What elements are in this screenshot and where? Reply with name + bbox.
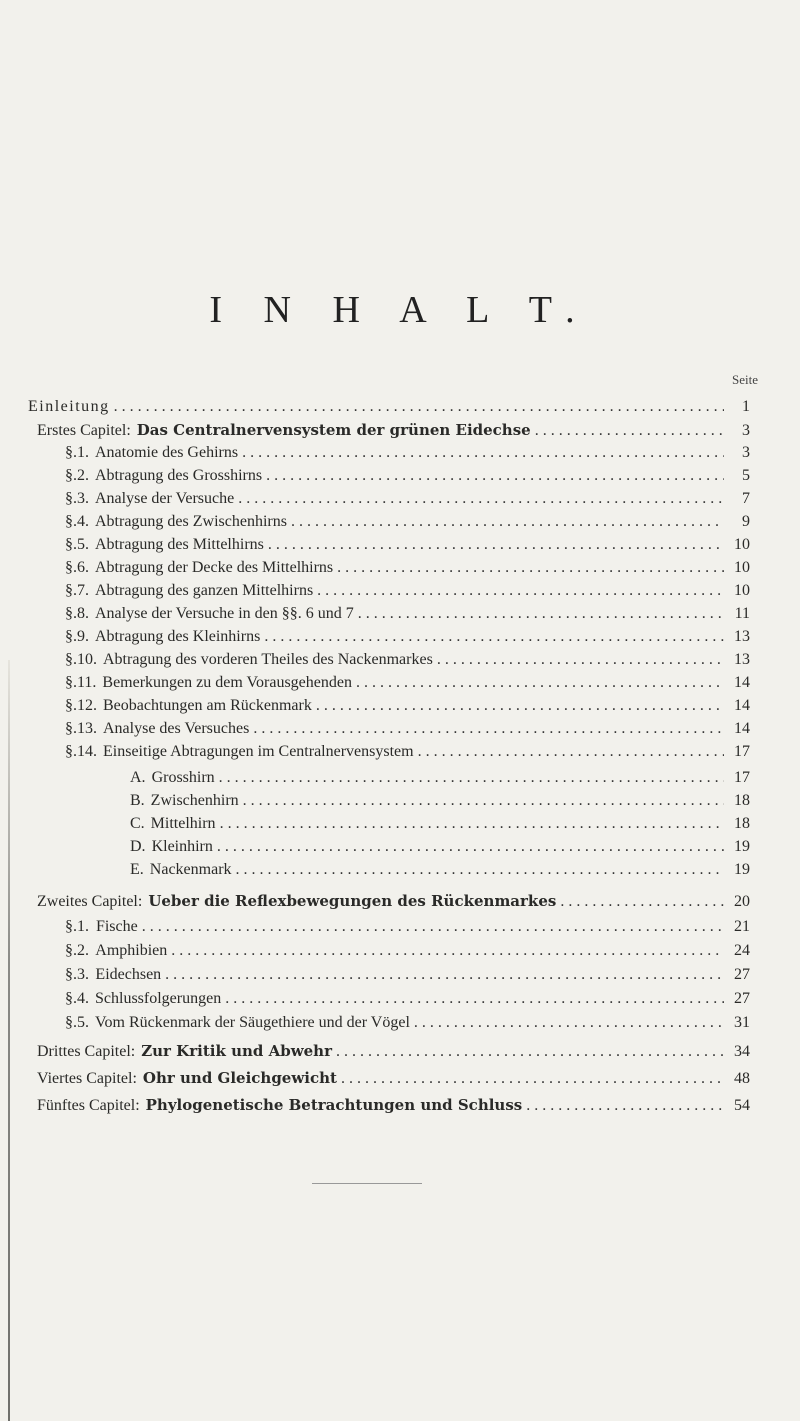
section-sign: §. (65, 651, 77, 668)
dot-leader (336, 1041, 724, 1063)
chapter-prefix: Drittes Capitel: (37, 1043, 136, 1060)
dot-leader (418, 741, 724, 763)
toc-section-5[interactable] (65, 534, 750, 556)
section-number: 12. (77, 697, 97, 714)
toc-page-number: 14 (734, 720, 750, 737)
toc-entry-text: Einseitige Abtragungen im Centralnervensystem (103, 743, 414, 760)
section-sign: §. (65, 966, 77, 983)
toc-entry-text: Amphibien (95, 942, 168, 959)
dot-leader (526, 1095, 724, 1117)
section-number: 5. (77, 536, 89, 553)
section-sign: §. (65, 467, 77, 484)
toc-section-3[interactable] (65, 488, 750, 510)
dot-leader (165, 964, 724, 986)
toc-entry-text: Abtragung des Grosshirns (95, 467, 263, 484)
section-number: 1. (77, 918, 89, 935)
toc-page-number: 9 (742, 513, 750, 530)
toc-page-number: 13 (734, 651, 750, 668)
section-sign: §. (65, 942, 77, 959)
section-number: 6. (77, 559, 89, 576)
chapter-title: Phylogenetische Betrachtungen und Schluss (145, 1096, 523, 1114)
dot-leader (238, 488, 724, 510)
toc-section-2[interactable] (65, 465, 750, 487)
toc-section-11[interactable] (65, 672, 750, 694)
toc-section-14[interactable] (65, 741, 750, 763)
toc-page-number: 10 (734, 582, 750, 599)
section-sign: §. (65, 990, 77, 1007)
toc-page-number: 19 (734, 861, 750, 878)
toc-page-number: 19 (734, 838, 750, 855)
dot-leader (560, 891, 724, 913)
toc-chapter-4[interactable] (37, 1067, 750, 1089)
section-number: 1. (77, 444, 89, 461)
toc-entry-text: Analyse der Versuche (95, 490, 235, 507)
dot-leader (356, 672, 724, 694)
toc-chapter-3[interactable] (37, 1040, 750, 1062)
toc-entry-text: Mittelhirn (150, 815, 216, 832)
toc-section-6[interactable] (65, 557, 750, 579)
section-sign: §. (65, 628, 77, 645)
toc-ch2-section-3[interactable] (65, 964, 750, 986)
toc-page-number: 5 (742, 467, 750, 484)
toc-subsection-b[interactable] (130, 790, 750, 812)
section-sign: §. (65, 559, 77, 576)
dot-leader (225, 988, 724, 1010)
section-number: 9. (77, 628, 89, 645)
dot-leader (317, 580, 724, 602)
toc-ch2-section-4[interactable] (65, 988, 750, 1010)
section-number: 3. (77, 490, 89, 507)
section-number: 4. (77, 513, 89, 530)
dot-leader (219, 767, 724, 789)
toc-entry-text: Eidechsen (95, 966, 162, 983)
toc-page-number: 17 (734, 743, 750, 760)
dot-leader (358, 603, 724, 625)
section-number: 10. (77, 651, 97, 668)
toc-entry-text: Schlussfolgerungen (95, 990, 222, 1007)
dot-leader (243, 790, 724, 812)
footer-rule (312, 1183, 422, 1184)
dot-leader (242, 442, 724, 464)
dot-leader (217, 836, 724, 858)
toc-entry-text: Abtragung des Zwischenhirns (95, 513, 287, 530)
page-edge-shadow (8, 660, 10, 1421)
dot-leader (341, 1068, 724, 1090)
subsection-letter: B. (130, 792, 145, 809)
toc-ch2-section-5[interactable] (65, 1012, 750, 1034)
toc-entry-text: Kleinhirn (151, 838, 213, 855)
toc-entry-text: Anatomie des Gehirns (95, 444, 239, 461)
toc-entry-text: Grosshirn (151, 769, 215, 786)
toc-entry-text: Fische (95, 918, 138, 935)
toc-page-number: 24 (734, 942, 750, 959)
dot-leader (268, 534, 724, 556)
section-sign: §. (65, 1014, 77, 1031)
toc-chapter-2[interactable] (37, 890, 750, 912)
toc-entry-text: Abtragung des ganzen Mittelhirns (95, 582, 314, 599)
toc-subsection-a[interactable] (130, 767, 750, 789)
toc-page-number: 14 (734, 674, 750, 691)
section-number: 4. (77, 990, 89, 1007)
page-column-header: Seite (732, 372, 758, 387)
toc-page-number: 14 (734, 697, 750, 714)
toc-page-number: 20 (734, 893, 750, 910)
section-sign: §. (65, 605, 77, 622)
toc-subsection-e[interactable] (130, 859, 750, 881)
toc-page-number: 48 (734, 1070, 750, 1087)
toc-entry-text: Nackenmark (149, 861, 232, 878)
subsection-letter: C. (130, 815, 145, 832)
toc-entry-einleitung[interactable] (28, 396, 750, 418)
toc-page-number: 18 (734, 815, 750, 832)
toc-page-number: 31 (734, 1014, 750, 1031)
toc-page-number: 21 (734, 918, 750, 935)
toc-page-number: 3 (742, 422, 750, 439)
toc-section-4[interactable] (65, 511, 750, 533)
toc-entry-text: Abtragung der Decke des Mittelhirns (95, 559, 334, 576)
chapter-prefix: Viertes Capitel: (37, 1070, 137, 1087)
section-sign: §. (65, 536, 77, 553)
section-sign: §. (65, 918, 77, 935)
toc-subsection-d[interactable] (130, 836, 750, 858)
dot-leader (142, 916, 724, 938)
dot-leader (264, 626, 724, 648)
chapter-prefix: Zweites Capitel: (37, 893, 143, 910)
dot-leader (266, 465, 724, 487)
dot-leader (535, 420, 724, 442)
section-sign: §. (65, 720, 77, 737)
toc-page-number: 13 (734, 628, 750, 645)
dot-leader (114, 396, 724, 418)
toc-section-9[interactable] (65, 626, 750, 648)
dot-leader (171, 940, 724, 962)
section-sign: §. (65, 582, 77, 599)
section-number: 5. (77, 1014, 89, 1031)
chapter-prefix: Erstes Capitel: (37, 422, 131, 439)
toc-entry-text: Zwischenhirn (150, 792, 239, 809)
toc-page-number: 27 (734, 990, 750, 1007)
subsection-letter: D. (130, 838, 146, 855)
toc-page-number: 3 (742, 444, 750, 461)
subsection-letter: E. (130, 861, 144, 878)
toc-ch2-section-2[interactable] (65, 940, 750, 962)
toc-section-8[interactable] (65, 603, 750, 625)
dot-leader (437, 649, 724, 671)
section-sign: §. (65, 674, 77, 691)
toc-entry-text: Abtragung des Mittelhirns (95, 536, 264, 553)
toc-section-10[interactable] (65, 649, 750, 671)
chapter-title: Das Centralnervensystem der grünen Eidechse (136, 421, 531, 439)
dot-leader (291, 511, 724, 533)
dot-leader (220, 813, 724, 835)
section-sign: §. (65, 490, 77, 507)
toc-entry-text: Beobachtungen am Rückenmark (103, 697, 312, 714)
section-sign: §. (65, 444, 77, 461)
dot-leader (337, 557, 724, 579)
toc-entry-text: Einleitung (28, 398, 110, 415)
toc-section-13[interactable] (65, 718, 750, 740)
toc-page-number: 1 (742, 398, 750, 415)
section-number: 11. (77, 674, 97, 691)
toc-chapter-5[interactable] (37, 1094, 750, 1116)
toc-page-number: 54 (734, 1097, 750, 1114)
toc-entry-text: Analyse des Versuches (103, 720, 250, 737)
toc-section-7[interactable] (65, 580, 750, 602)
toc-entry-text: Abtragung des vorderen Theiles des Nackenmarkes (103, 651, 433, 668)
dot-leader (236, 859, 724, 881)
section-sign: §. (65, 743, 77, 760)
section-number: 14. (77, 743, 97, 760)
toc-page-number: 11 (734, 605, 750, 622)
toc-page-number: 27 (734, 966, 750, 983)
toc-page-number: 34 (734, 1043, 750, 1060)
toc-section-12[interactable] (65, 695, 750, 717)
toc-page-number: 17 (734, 769, 750, 786)
toc-page-number: 10 (734, 536, 750, 553)
section-sign: §. (65, 513, 77, 530)
chapter-title: Ueber die Reflexbewegungen des Rückenmarkes (148, 892, 557, 910)
toc-page-number: 10 (734, 559, 750, 576)
chapter-title: Ohr und Gleichgewicht (142, 1069, 337, 1087)
toc-ch2-section-1[interactable] (65, 916, 750, 938)
page-title: I N H A L T. (209, 289, 591, 331)
toc-entry-text: Bemerkungen zu dem Vorausgehenden (102, 674, 352, 691)
chapter-prefix: Fünftes Capitel: (37, 1097, 140, 1114)
dot-leader (316, 695, 724, 717)
toc-subsection-c[interactable] (130, 813, 750, 835)
toc-entry-text: Analyse der Versuche in den §§. 6 und 7 (95, 605, 354, 622)
subsection-letter: A. (130, 769, 146, 786)
dot-leader (253, 718, 724, 740)
toc-entry-text: Abtragung des Kleinhirns (95, 628, 261, 645)
chapter-title: Zur Kritik und Abwehr (141, 1042, 332, 1060)
toc-page-number: 18 (734, 792, 750, 809)
section-number: 2. (77, 467, 89, 484)
section-number: 8. (77, 605, 89, 622)
section-number: 13. (77, 720, 97, 737)
section-number: 3. (77, 966, 89, 983)
toc-section-1[interactable] (65, 442, 750, 464)
section-number: 7. (77, 582, 89, 599)
toc-chapter-1[interactable] (37, 419, 750, 441)
toc-entry-text: Vom Rückenmark der Säugethiere und der Vögel (95, 1014, 410, 1031)
toc-page-number: 7 (742, 490, 750, 507)
section-sign: §. (65, 697, 77, 714)
dot-leader (414, 1012, 724, 1034)
section-number: 2. (77, 942, 89, 959)
